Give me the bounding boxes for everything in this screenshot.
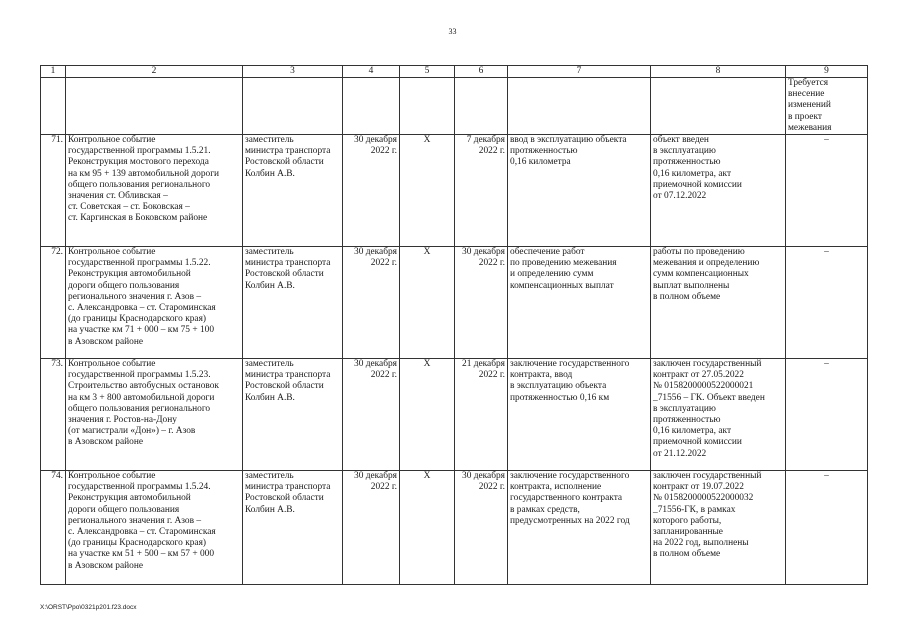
column-header: 3 (243, 66, 343, 78)
empty-cell (66, 78, 243, 135)
fact-date: 30 декабря 2022 г. (455, 471, 508, 585)
expected-result: ввод в эксплуатацию объекта протяженностью 0,16 километра (508, 135, 651, 247)
actual-result: заключен государственный контракт от 19.07.2022 № 0158200000522000032 _71556-ГК, в рамках которого работы, запланированные на 2022 год, выполнены в полном объеме (651, 471, 786, 585)
empty-cell (41, 78, 66, 135)
plan-date: 30 декабря 2022 г. (343, 471, 400, 585)
actual-result: работы по проведению межевания и определению сумм компенсационных выплат выполнены в полном объеме (651, 247, 786, 359)
table-row (41, 135, 868, 247)
actual-result: объект введен в эксплуатацию протяженностью 0,16 километра, акт приемочной комиссии от 07.12.2022 (651, 135, 786, 247)
column-header: 6 (455, 66, 508, 78)
column-5-mark: X (400, 135, 455, 247)
expected-result: заключение государственного контракта, исполнение государственного контракта в рамках средств, предусмотренных на 2022 год (508, 471, 651, 585)
page-number: 33 (448, 27, 457, 36)
actual-result: заключен государственный контракт от 27.05.2022 № 0158200000522000021 _71556 – ГК. Объект введен в эксплуатацию протяженностью 0,16 километра, акт приемочной комиссии от 21.12.2022 (651, 359, 786, 471)
column-header: 5 (400, 66, 455, 78)
changes-required: – (786, 247, 868, 359)
column-5-mark: X (400, 247, 455, 359)
column-number-row (41, 66, 868, 78)
changes-required: – (786, 135, 868, 247)
responsible-person: заместитель министра транспорта Ростовской области Колбин А.В. (243, 471, 343, 585)
column-header: 8 (651, 66, 786, 78)
responsible-person: заместитель министра транспорта Ростовской области Колбин А.В. (243, 135, 343, 247)
expected-result: обеспечение работ по проведению межевания и определению сумм компенсационных выплат (508, 247, 651, 359)
empty-cell (651, 78, 786, 135)
empty-cell (243, 78, 343, 135)
empty-cell (508, 78, 651, 135)
table-row (41, 471, 868, 585)
control-events-table (40, 65, 868, 585)
changes-required: – (786, 359, 868, 471)
event-description: Контрольное событие государственной программы 1.5.22. Реконструкция автомобильной дороги общего пользования регионального значения г. Азов – с. Александровка – ст. Староминская (до границы Краснодарского края) на участке км 71 + 000 – км 75 + 100 в Азовском районе (66, 247, 243, 359)
row-number: 71. (41, 135, 66, 247)
column-5-mark: X (400, 471, 455, 585)
plan-date: 30 декабря 2022 г. (343, 135, 400, 247)
header-note-row (41, 78, 868, 135)
expected-result: заключение государственного контракта, ввод в эксплуатацию объекта протяженностью 0,16 км (508, 359, 651, 471)
table-row (41, 359, 868, 471)
column-5-mark: X (400, 359, 455, 471)
row-number: 74. (41, 471, 66, 585)
empty-cell (343, 78, 400, 135)
column-header: 4 (343, 66, 400, 78)
fact-date: 30 декабря 2022 г. (455, 247, 508, 359)
plan-date: 30 декабря 2022 г. (343, 247, 400, 359)
responsible-person: заместитель министра транспорта Ростовской области Колбин А.В. (243, 247, 343, 359)
empty-cell (400, 78, 455, 135)
column-header: 9 (786, 66, 868, 78)
changes-required: – (786, 471, 868, 585)
event-description: Контрольное событие государственной программы 1.5.24. Реконструкция автомобильной дороги общего пользования регионального значения г. Азов – с. Александровка – ст. Староминская (до границы Краснодарского края) на участке км 51 + 500 – км 57 + 000 в Азовском районе (66, 471, 243, 585)
table-row (41, 247, 868, 359)
file-path-footer: X:\ORST\Ppo\0321p201.f23.docx (40, 604, 137, 611)
empty-cell (455, 78, 508, 135)
survey-changes-note: Требуется внесение изменений в проект межевания (786, 78, 868, 135)
fact-date: 7 декабря 2022 г. (455, 135, 508, 247)
column-header: 2 (66, 66, 243, 78)
plan-date: 30 декабря 2022 г. (343, 359, 400, 471)
fact-date: 21 декабря 2022 г. (455, 359, 508, 471)
responsible-person: заместитель министра транспорта Ростовской области Колбин А.В. (243, 359, 343, 471)
column-header: 1 (41, 66, 66, 78)
event-description: Контрольное событие государственной программы 1.5.23. Строительство автобусных остановок на км 3 + 800 автомобильной дороги общего пользования регионального значения г. Ростов-на-Дону (от магистрали «Дон») – г. Азов в Азовском районе (66, 359, 243, 471)
event-description: Контрольное событие государственной программы 1.5.21. Реконструкция мостового перехода на км 95 + 139 автомобильной дороги общего пользования регионального значения ст. Обливская – ст. Советская – ст. Боковская – ст. Каргинская в Боковском районе (66, 135, 243, 247)
column-header: 7 (508, 66, 651, 78)
row-number: 73. (41, 359, 66, 471)
row-number: 72. (41, 247, 66, 359)
